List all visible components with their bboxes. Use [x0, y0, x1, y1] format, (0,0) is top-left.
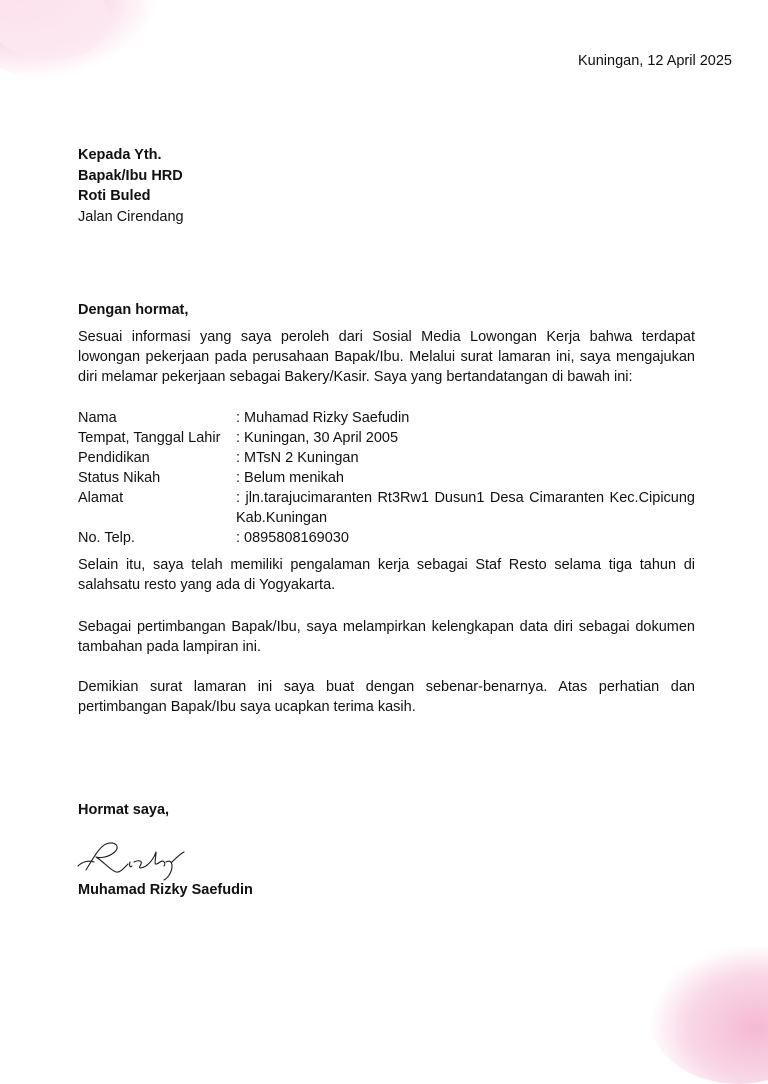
detail-value: : Kuningan, 30 April 2005 [236, 430, 399, 446]
detail-value: : 0895808169030 [236, 530, 349, 546]
letter-date: Kuningan, 12 April 2025 [578, 53, 732, 69]
detail-label: Nama [78, 410, 117, 426]
detail-label: Alamat [78, 490, 124, 506]
attachment-paragraph: Sebagai pertimbangan Bapak/Ibu, saya melampirkan kelengkapan data diri sebagai dokumen tambahan pada lampiran ini. [78, 619, 695, 655]
detail-row [78, 408, 695, 428]
recipient-block [78, 145, 184, 227]
closing-phrase: Hormat saya, [78, 802, 170, 818]
detail-row [78, 448, 695, 468]
recipient-line: Kepada Yth. [78, 147, 162, 163]
applicant-details [78, 408, 695, 548]
detail-label: Tempat, Tanggal Lahir [78, 430, 221, 446]
detail-value: : Belum menikah [236, 470, 344, 486]
detail-label: Status Nikah [78, 470, 161, 486]
experience-paragraph: Selain itu, saya telah memiliki pengalaman kerja sebagai Staf Resto selama tiga tahun di salahsatu resto yang ada di Yogyakarta. [78, 557, 695, 593]
closing-paragraph: Demikian surat lamaran ini saya buat dengan sebenar-benarnya. Atas perhatian dan pertimbangan Bapak/Ibu saya ucapkan terima kasih. [78, 679, 695, 715]
handwritten-signature [72, 832, 192, 882]
detail-row [78, 528, 695, 548]
signer-name: Muhamad Rizky Saefudin [78, 882, 253, 898]
detail-value: : MTsN 2 Kuningan [236, 450, 359, 466]
recipient-company: Roti Buled [78, 188, 151, 204]
detail-value: : Muhamad Rizky Saefudin [236, 410, 410, 426]
detail-label: No. Telp. [78, 530, 135, 546]
detail-row [78, 488, 695, 528]
detail-row [78, 468, 695, 488]
detail-value: : jln.tarajucimaranten Rt3Rw1 Dusun1 Desa Cimaranten Kec.Cipicung Kab.Kuningan [236, 490, 695, 526]
recipient-address: Jalan Cirendang [78, 208, 184, 225]
intro-paragraph: Sesuai informasi yang saya peroleh dari Sosial Media Lowongan Kerja bahwa terdapat lowongan pekerjaan pada perusahaan Bapak/Ibu. Melalui surat lamaran ini, saya mengajukan diri melamar pekerjaan sebagai Bakery/Kasir. Saya yang bertandatangan di bawah ini: [78, 329, 695, 385]
detail-row [78, 428, 695, 448]
salutation: Dengan hormat, [78, 302, 189, 318]
recipient-line: Bapak/Ibu HRD [78, 167, 183, 184]
detail-label: Pendidikan [78, 450, 150, 466]
